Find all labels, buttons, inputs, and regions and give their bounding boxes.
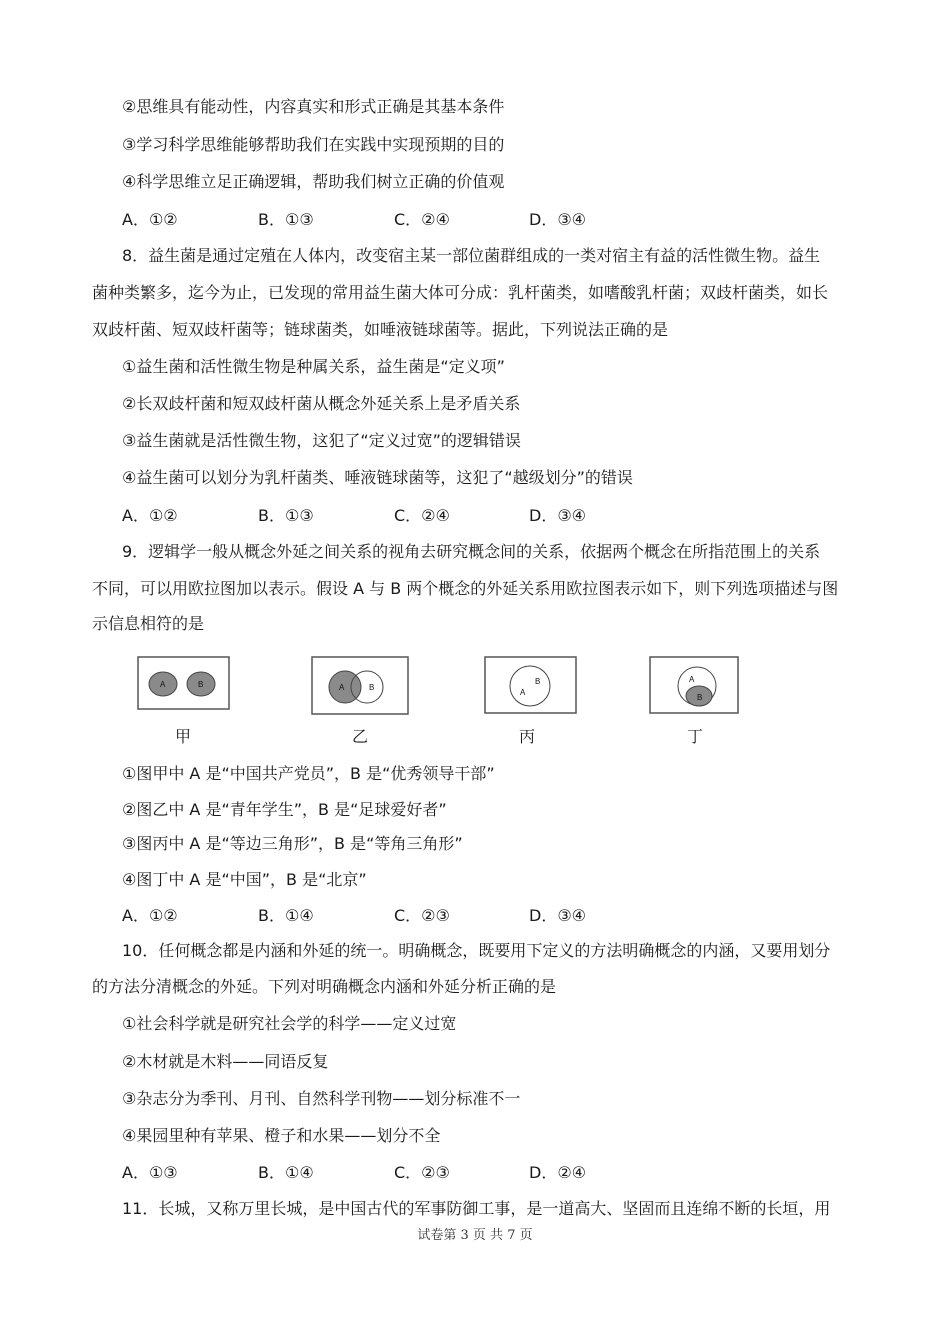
euler-diagram-bing — [484, 656, 578, 716]
q9-item-1: ①图甲中 A 是“中国共产党员”，B 是“优秀领导干部” — [122, 764, 495, 783]
q9-stem-line-3: 示信息相符的是 — [92, 614, 205, 633]
q10-option-a[interactable]: A．①③ — [122, 1163, 178, 1182]
q9-item-3: ③图丙中 A 是“等边三角形”，B 是“等角三角形” — [122, 834, 463, 853]
q8-stem-line-2: 菌种类繁多，迄今为止，已发现的常用益生菌大体可分成：乳杆菌类，如嗜酸乳杆菌；双歧杆菌类，如长 — [92, 283, 829, 302]
ding-label-b: B — [697, 693, 703, 702]
q10-item-4: ④果园里种有苹果、橙子和水果——划分不全 — [122, 1126, 441, 1145]
q8-item-2: ②长双歧杆菌和短双歧杆菌从概念外延关系上是矛盾关系 — [122, 394, 521, 413]
q8-option-b[interactable]: B．①③ — [258, 506, 314, 525]
q10-item-1: ①社会科学就是研究社会学的科学——定义过宽 — [122, 1014, 457, 1033]
q7-option-d[interactable]: D．③④ — [529, 210, 587, 229]
q8-stem-line-3: 双歧杆菌、短双歧杆菌等；链球菌类，如唾液链球菌等。据此，下列说法正确的是 — [92, 320, 669, 339]
q9-item-4: ④图丁中 A 是“中国”，B 是“北京” — [122, 870, 367, 889]
caption-bing: 丙 — [519, 727, 536, 746]
q7-option-b[interactable]: B．①③ — [258, 210, 314, 229]
q8-item-1: ①益生菌和活性微生物是种属关系，益生菌是“定义项” — [122, 357, 505, 376]
q8-option-c[interactable]: C．②④ — [394, 506, 450, 525]
bing-label-b: B — [535, 677, 541, 686]
q10-item-3: ③杂志分为季刊、月刊、自然科学刊物——划分标准不一 — [122, 1089, 521, 1108]
q8-stem-line-1: 8．益生菌是通过定殖在人体内，改变宿主某一部位菌群组成的一类对宿主有益的活性微生物。益生 — [122, 246, 821, 265]
q9-item-2: ②图乙中 A 是“青年学生”，B 是“足球爱好者” — [122, 800, 447, 819]
q7-option-a[interactable]: A．①② — [122, 210, 178, 229]
q9-stem-line-1: 9．逻辑学一般从概念外延之间关系的视角去研究概念间的关系，依据两个概念在所指范围上的关系 — [122, 542, 821, 561]
yi-label-b: B — [369, 683, 375, 692]
q8-option-d[interactable]: D．③④ — [529, 506, 587, 525]
q9-stem-line-2: 不同，可以用欧拉图加以表示。假设 A 与 B 两个概念的外延关系用欧拉图表示如下，则下列选项描述与图 — [92, 579, 839, 598]
jia-label-b: B — [198, 680, 204, 689]
q9-option-c[interactable]: C．②③ — [394, 906, 450, 925]
q9-option-a[interactable]: A．①② — [122, 906, 178, 925]
caption-ding: 丁 — [687, 727, 704, 746]
ding-label-a: A — [689, 675, 695, 684]
q8-option-a[interactable]: A．①② — [122, 506, 178, 525]
yi-label-a: A — [339, 683, 345, 692]
q10-stem-line-1: 10．任何概念都是内涵和外延的统一。明确概念，既要用下定义的方法明确概念的内涵，又要用划分 — [122, 941, 831, 960]
q10-option-d[interactable]: D．②④ — [529, 1163, 587, 1182]
euler-diagram-yi — [311, 656, 411, 716]
page-footer: 试卷第 3 页 共 7 页 — [417, 1228, 533, 1243]
q7-option-c[interactable]: C．②④ — [394, 210, 450, 229]
jia-label-a: A — [160, 680, 166, 689]
q10-item-2: ②木材就是木料——同语反复 — [122, 1052, 329, 1071]
euler-diagram-jia — [137, 656, 231, 712]
q10-option-c[interactable]: C．②③ — [394, 1163, 450, 1182]
caption-jia: 甲 — [175, 727, 192, 746]
q10-stem-line-2: 的方法分清概念的外延。下列对明确概念内涵和外延分析正确的是 — [92, 977, 557, 996]
q9-option-b[interactable]: B．①④ — [258, 906, 314, 925]
q8-item-3: ③益生菌就是活性微生物，这犯了“定义过宽”的逻辑错误 — [122, 431, 521, 450]
q7-item-2: ②思维具有能动性，内容真实和形式正确是其基本条件 — [122, 97, 505, 116]
q7-item-4: ④科学思维立足正确逻辑，帮助我们树立正确的价值观 — [122, 172, 505, 191]
q10-option-b[interactable]: B．①④ — [258, 1163, 314, 1182]
q11-stem-line-1: 11．长城，又称万里长城，是中国古代的军事防御工事，是一道高大、坚固而且连绵不断的长垣，用 — [122, 1199, 831, 1218]
euler-diagram-ding — [649, 656, 741, 716]
bing-label-a: A — [520, 688, 526, 697]
caption-yi: 乙 — [352, 727, 369, 746]
q9-option-d[interactable]: D．③④ — [529, 906, 587, 925]
q8-item-4: ④益生菌可以划分为乳杆菌类、唾液链球菌等，这犯了“越级划分”的错误 — [122, 468, 633, 487]
q7-item-3: ③学习科学思维能够帮助我们在实践中实现预期的目的 — [122, 135, 505, 154]
